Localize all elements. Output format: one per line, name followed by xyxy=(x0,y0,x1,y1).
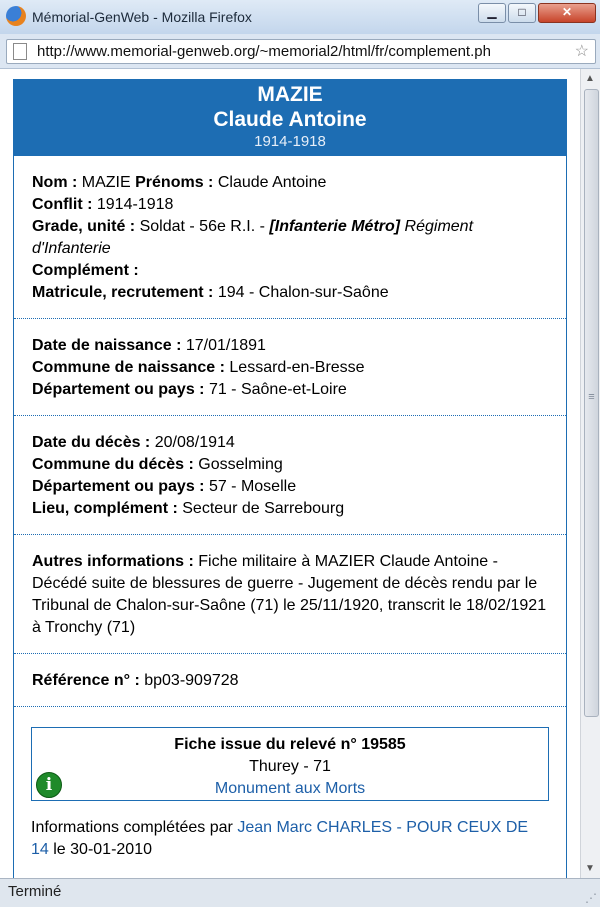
window-title: Mémorial-GenWeb - Mozilla Firefox xyxy=(32,9,252,25)
prenoms-value: Claude Antoine xyxy=(217,174,327,191)
record-firstnames: Claude Antoine xyxy=(213,108,367,131)
birth-commune-label: Commune de naissance : xyxy=(32,359,225,376)
bookmark-star-icon[interactable]: ☆ xyxy=(574,43,589,60)
grade-unit-type: Régiment d'Infanterie xyxy=(32,218,474,257)
matricule-line xyxy=(32,282,548,304)
reference-label: Référence n° : xyxy=(32,672,140,689)
maximize-button[interactable]: □ xyxy=(508,3,536,23)
birth-dept-value: 71 - Saône-et-Loire xyxy=(208,381,347,398)
status-bar xyxy=(0,878,600,907)
scroll-down-arrow-icon[interactable]: ▼ xyxy=(585,863,595,874)
grade-label: Grade, unité : xyxy=(32,218,136,235)
birth-date-label: Date de naissance : xyxy=(32,337,182,354)
death-dept-line xyxy=(32,476,548,498)
page-icon xyxy=(13,43,27,60)
record-card xyxy=(13,79,567,878)
death-date-value: 20/08/1914 xyxy=(154,434,235,451)
firefox-icon xyxy=(6,6,26,26)
death-commune-value: Gosselming xyxy=(198,456,283,473)
birth-date-line xyxy=(32,335,548,357)
close-button[interactable]: ✕ xyxy=(538,3,596,23)
author-link[interactable]: Jean Marc CHARLES - POUR CEUX DE 14 xyxy=(31,819,529,858)
info-icon[interactable]: i xyxy=(36,772,62,798)
grade-unit-tag: [Infanterie Métro] xyxy=(269,218,401,235)
window-titlebar xyxy=(0,0,600,35)
grip-icon: ≡ xyxy=(588,391,595,403)
record-years: 1914-1918 xyxy=(254,133,326,150)
conflit-line xyxy=(32,194,548,216)
death-dept-value: 57 - Moselle xyxy=(208,478,297,495)
death-lieu-line xyxy=(32,498,548,520)
record-header xyxy=(14,80,566,156)
death-date-line xyxy=(32,432,548,454)
death-lieu-label: Lieu, complément : xyxy=(32,500,178,517)
resize-grip-icon[interactable]: ⋰ xyxy=(585,891,597,905)
birth-commune-line xyxy=(32,357,548,379)
prenoms-label: Prénoms : xyxy=(135,174,214,191)
nom-value: MAZIE xyxy=(81,174,131,191)
reference-section xyxy=(14,654,566,707)
page-content xyxy=(0,69,580,878)
birth-section xyxy=(14,319,566,416)
scrollbar-thumb[interactable] xyxy=(584,89,599,717)
other-info-value: Fiche militaire à MAZIER Claude Antoine - Décédé suite de blessures de guerre - Jugement de décès rendu par le Tribunal de Chalon-sur-Saône (71) le 25/11/1920, transcrit le 18/02/1921 à Tronchy (71) xyxy=(32,553,547,636)
death-dept-label: Département ou pays : xyxy=(32,478,205,495)
conflit-value: 1914-1918 xyxy=(96,196,174,213)
complement-line xyxy=(32,260,548,282)
releve-place: Thurey - 71 xyxy=(249,758,331,775)
grade-value: Soldat - 56e R.I. - xyxy=(139,218,265,235)
grade-line xyxy=(32,216,548,260)
death-date-label: Date du décès : xyxy=(32,434,151,451)
matricule-value: 194 - Chalon-sur-Saône xyxy=(217,284,389,301)
address-bar xyxy=(0,34,600,69)
birth-date-value: 17/01/1891 xyxy=(185,337,266,354)
birth-commune-value: Lessard-en-Bresse xyxy=(229,359,365,376)
complement-label: Complément : xyxy=(32,262,139,279)
other-info-section xyxy=(14,535,566,654)
url-text[interactable]: http://www.memorial-genweb.org/~memorial2/html/fr/complement.ph xyxy=(37,43,491,60)
other-info-label: Autres informations : xyxy=(32,553,194,570)
releve-title: Fiche issue du relevé n° 19585 xyxy=(174,736,406,753)
death-commune-line xyxy=(32,454,548,476)
completion-date: le 30-01-2010 xyxy=(53,841,152,858)
matricule-label: Matricule, recrutement : xyxy=(32,284,214,301)
conflit-label: Conflit : xyxy=(32,196,93,213)
identity-section xyxy=(14,156,566,319)
completion-info xyxy=(14,801,566,861)
birth-dept-line xyxy=(32,379,548,401)
death-section xyxy=(14,416,566,535)
name-line xyxy=(32,172,548,194)
url-field[interactable] xyxy=(6,39,596,64)
record-surname: MAZIE xyxy=(257,83,323,106)
monument-link[interactable]: Monument aux Morts xyxy=(214,780,366,797)
nom-label: Nom : xyxy=(32,174,78,191)
completion-prefix: Informations complétées par xyxy=(31,819,233,836)
scroll-up-arrow-icon[interactable]: ▲ xyxy=(585,73,595,84)
death-lieu-value: Secteur de Sarrebourg xyxy=(182,500,345,517)
birth-dept-label: Département ou pays : xyxy=(32,381,205,398)
death-commune-label: Commune du décès : xyxy=(32,456,194,473)
vertical-scrollbar[interactable] xyxy=(580,69,600,878)
status-text: Terminé xyxy=(8,883,62,900)
reference-value: bp03-909728 xyxy=(144,672,239,689)
releve-box xyxy=(31,727,549,801)
minimize-button[interactable]: ▁ xyxy=(478,3,506,23)
